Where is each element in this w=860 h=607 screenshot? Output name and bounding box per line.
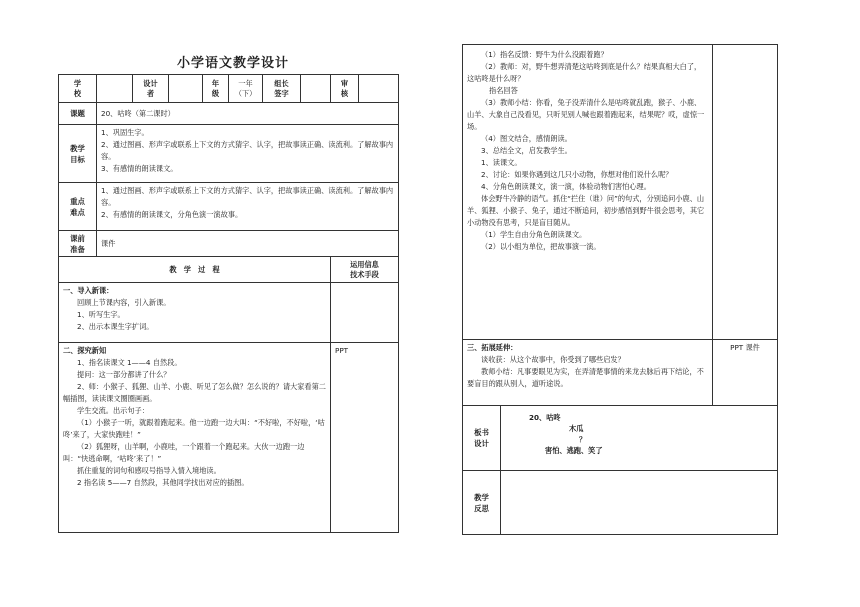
process-line: （4）图文结合，感情朗读。 [481, 134, 572, 143]
goals-content [97, 125, 399, 183]
key-item: 1、通过图画、形声字或联系上下文的方式猜字、认字，把故事读正确、读流利。了解故事内容。 [101, 186, 394, 207]
goals-label: 教学 目标 [59, 125, 97, 183]
leader-label: 组长 签字 [263, 75, 301, 103]
lesson-plan-table-right [462, 44, 778, 535]
board-line: 害怕、逃跑、笑了 [545, 446, 603, 455]
key-item: 2、有感情的朗读课文，分角色演一演故事。 [101, 210, 243, 219]
process-line: （3）教师小结：你看，兔子没弄清什么是咕咚就乱跑，猴子、小鹿、山羊、大象自己没看见，只听见别人喊也跟着跑起来，结果呢？哎，虚惊一场。 [467, 98, 705, 131]
process-line: 体会野牛冷静的语气。抓住“拦住（谁）问”的句式，分别追问小鹿、山羊、狐狸、小猴子、兔子，通过不断追问，初步感悟到野牛很会思考，其它小动物没有思考，只是盲目随从。 [467, 194, 705, 227]
process-line: 学生交流。出示句子： [77, 406, 149, 415]
leader-value [301, 75, 331, 103]
review-label: 审 核 [331, 75, 359, 103]
reflection-content [501, 471, 778, 535]
grade-label: 年 级 [203, 75, 229, 103]
process-line: 指名回答 [489, 86, 518, 95]
process-line: 2、讨论：如果你遇到这几只小动物，你想对他们说什么呢？ [481, 170, 673, 179]
key-content [97, 183, 399, 231]
reflection-label: 教学 反思 [463, 471, 501, 535]
designer-label: 设计 者 [133, 75, 169, 103]
grade-value: 一年 （下） [229, 75, 263, 103]
process-line: 回顾上节课内容，引入新课。 [77, 298, 171, 307]
designer-value [169, 75, 203, 103]
process-line: 3、总结全文，启发教学生。 [481, 146, 572, 155]
key-label: 重点 难点 [59, 183, 97, 231]
process-header: 教 学 过 程 [59, 257, 331, 283]
process-line: 1、读课文。 [481, 158, 522, 167]
review-value [359, 75, 399, 103]
process-line: （1）指名反馈：野牛为什么没跟着跑？ [481, 50, 608, 59]
goal-item: 3、有感情的朗读课文。 [101, 164, 178, 173]
prep-label: 课前 准备 [59, 231, 97, 257]
process-line: 2、师：小猴子、狐狸、山羊、小鹿、听见了怎么做？怎么说的？请大家看第二幅插图，读读课文圈圈画画。 [63, 382, 326, 403]
process-line: 抓住重复的词句和感叹号指导入情入境地读。 [77, 466, 221, 475]
process-line: 2、出示本课生字扩词。 [77, 322, 154, 331]
topic-label: 课题 [59, 103, 97, 125]
tech-cell-ppt: PPT [331, 343, 399, 533]
process-line: 教师小结：凡事要眼见为实，在弄清楚事情的来龙去脉后再下结论，不要盲目的跟从别人，道听途说。 [467, 367, 704, 388]
prep-value: 课件 [97, 231, 399, 257]
process-line: 1、听写生字。 [77, 310, 125, 319]
school-value [97, 75, 133, 103]
process-line: 谈收获：从这个故事中，你受到了哪些启发？ [481, 355, 625, 364]
goal-item: 2、通过图画、形声字或联系上下文的方式猜字、认字，把故事读正确、读流利。了解故事内容。 [101, 140, 394, 161]
process-line: （2）教师：对，野牛想弄清楚这咕咚到底是什么？结果真相大白了，这咕咚是什么呀？ [467, 62, 702, 83]
tech-header: 运用信息 技术手段 [331, 257, 399, 283]
goal-item: 1、巩固生字。 [101, 128, 149, 137]
topic-value: 20、咕咚（第二课时） [97, 103, 399, 125]
board-content [501, 406, 778, 471]
tech-cell-ppt-courseware: PPT 课件 [713, 340, 778, 406]
process-continued [463, 45, 713, 340]
lesson-plan-table-left [58, 74, 399, 533]
process-line: 1、指名读课文 1——4 自然段。 [77, 358, 182, 367]
section-heading: 一、导入新课： [63, 286, 114, 295]
process-line: （1）小猴子一听，就跟着跑起来。他一边跑一边大叫：“不好啦，不好啦，‘咕咚’来了，大家快跑哇！” [63, 418, 325, 439]
tech-cell [713, 45, 778, 340]
section-explore [59, 343, 331, 533]
school-label: 学 校 [59, 75, 97, 103]
process-line: 4、分角色朗读课文，演一演，体验动物们害怕心理。 [481, 182, 651, 191]
section-heading: 三、拓展延伸： [467, 343, 518, 352]
process-line: （1）学生自由分角色朗读课文。 [481, 230, 587, 239]
process-line: （2）狐狸呀，山羊啊，小鹿哇，一个跟着一个跑起来。大伙一边跑一边叫：“快逃命啊，‘咕咚’来了！” [63, 442, 305, 463]
board-line: ？ [579, 435, 587, 444]
board-line: 木瓜 [569, 424, 584, 433]
process-line: 提问：这一部分都讲了什么？ [77, 370, 171, 379]
section-extension [463, 340, 713, 406]
process-line: （2）以小组为单位，把故事演一演。 [481, 242, 601, 251]
tech-cell [331, 283, 399, 343]
board-label: 板书 设计 [463, 406, 501, 471]
section-heading: 二、探究新知 [63, 346, 107, 355]
section-intro [59, 283, 331, 343]
document-title: 小学语文教学设计 [176, 56, 289, 71]
process-line: 2 指名读 5——7 自然段，其他同学找出对应的插图。 [77, 478, 249, 487]
board-line: 20、咕咚 [529, 413, 561, 422]
